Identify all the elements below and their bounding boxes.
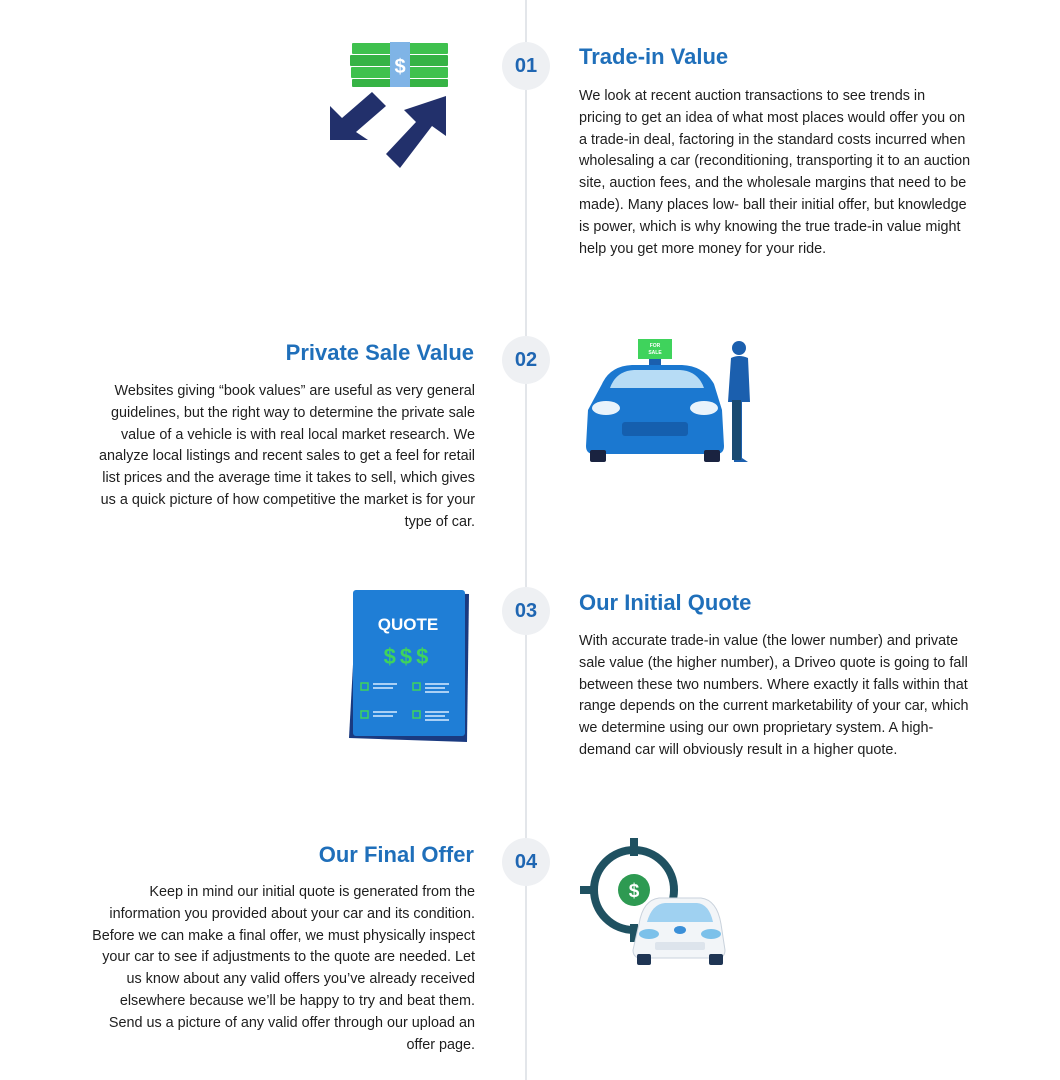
step-description: We look at recent auction transactions to see trends in pricing to get an idea of what most places would offer you on a trade-in deal, factoring in the standard costs incurred when wholesaling a car (reconditioning, transporting it to an auction site, auction fees, and the wholesale margins that need to be made). Many places low- ball their initial offer, but knowledge is power, which is why knowing the true trade-in value might help you get more money for your ride. [579, 88, 971, 257]
step-title: Our Final Offer [318, 842, 474, 867]
step-number: 03 [502, 587, 550, 635]
quote-dollars: $$$ [383, 644, 433, 669]
step-title: Private Sale Value [285, 340, 474, 365]
svg-text:$: $ [628, 881, 640, 902]
quote-document-icon [345, 588, 475, 744]
step-number: 01 [502, 42, 550, 90]
step-description: Websites giving “book values” are useful as very general guidelines, but the right way to determine the private sale value of a vehicle is with real local market research. We analyze local listings and recent sales to get a feel for retail list prices and the average time it takes to sell, which gives us a quick picture of how competitive the market is for your type of car. [99, 383, 475, 530]
svg-text:$: $ [394, 56, 406, 78]
step-description: Keep in mind our initial quote is generated from the information you provided about your car and its condition. Before we can make a final offer, we must physically inspect your car to see if adjustments to the quote are needed. Let us know about any valid offers you’ve already received elsewhere because we’ll be happy to try and beat them. Send us a picture of any valid offer through our upload an offer page. [92, 884, 475, 1053]
quote-label: QUOTE [377, 615, 439, 634]
for-sale-sign-text: FOR [649, 343, 661, 349]
step-description: With accurate trade-in value (the lower number) and private sale value (the higher number), a Driveo quote is going to fall between these two numbers. Where exactly it falls within that range depends on the current marketability of your car, which we determine using our own proprietary system. A high-demand car will obviously result in a higher quote. [579, 633, 969, 758]
timeline-line [525, 0, 527, 1080]
step-number: 04 [502, 838, 550, 886]
step-title: Our Initial Quote [579, 590, 752, 615]
step-number: 02 [502, 336, 550, 384]
car-for-sale-icon [582, 338, 754, 466]
target-car-icon [577, 838, 731, 970]
step-title: Trade-in Value [579, 44, 729, 69]
svg-text:SALE: SALE [648, 350, 662, 356]
money-exchange-icon [330, 40, 452, 170]
